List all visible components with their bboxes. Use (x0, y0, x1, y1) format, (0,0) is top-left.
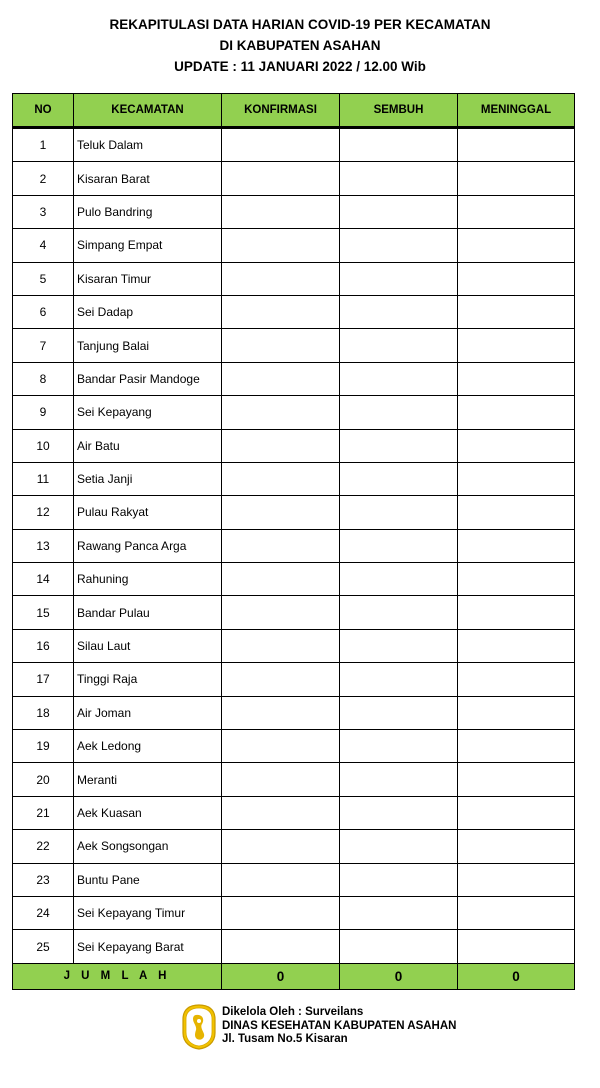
cell-konfirmasi (222, 763, 340, 796)
cell-konfirmasi (222, 229, 340, 262)
cell-kecamatan: Tanjung Balai (74, 329, 222, 362)
cell-konfirmasi (222, 462, 340, 495)
table-row (13, 563, 575, 596)
cell-konfirmasi (222, 396, 340, 429)
cell-kecamatan: Sei Kepayang (74, 396, 222, 429)
cell-sembuh (340, 362, 458, 395)
cell-meninggal (458, 529, 575, 562)
table-row (13, 696, 575, 729)
cell-no: 15 (13, 596, 74, 629)
cell-kecamatan: Kisaran Timur (74, 262, 222, 295)
cell-no: 20 (13, 763, 74, 796)
cell-kecamatan: Meranti (74, 763, 222, 796)
cell-sembuh (340, 663, 458, 696)
cell-kecamatan: Teluk Dalam (74, 128, 222, 162)
cell-kecamatan: Pulo Bandring (74, 195, 222, 228)
cell-meninggal (458, 128, 575, 162)
cell-meninggal (458, 229, 575, 262)
title-line-2: DI KABUPATEN ASAHAN (219, 38, 381, 53)
total-sembuh: 0 (340, 963, 458, 989)
cell-no: 23 (13, 863, 74, 896)
cell-kecamatan: Sei Kepayang Timur (74, 896, 222, 929)
cell-konfirmasi (222, 563, 340, 596)
cell-meninggal (458, 596, 575, 629)
cell-sembuh (340, 396, 458, 429)
total-meninggal: 0 (458, 963, 575, 989)
footer-line-1: Dikelola Oleh : Surveilans (222, 1006, 364, 1018)
cell-no: 2 (13, 162, 74, 195)
cell-no: 17 (13, 663, 74, 696)
table-row (13, 329, 575, 362)
cell-konfirmasi (222, 329, 340, 362)
cell-meninggal (458, 329, 575, 362)
table-row (13, 596, 575, 629)
cell-sembuh (340, 529, 458, 562)
cell-meninggal (458, 563, 575, 596)
header-sembuh: SEMBUH (340, 94, 458, 128)
cell-no: 8 (13, 362, 74, 395)
cell-meninggal (458, 763, 575, 796)
cell-sembuh (340, 596, 458, 629)
cell-kecamatan: Pulau Rakyat (74, 496, 222, 529)
cell-konfirmasi (222, 162, 340, 195)
cell-konfirmasi (222, 830, 340, 863)
cell-meninggal (458, 295, 575, 328)
cell-no: 25 (13, 930, 74, 963)
cell-sembuh (340, 830, 458, 863)
cell-meninggal (458, 830, 575, 863)
document-title (0, 14, 600, 77)
cell-kecamatan: Rahuning (74, 563, 222, 596)
cell-kecamatan: Silau Laut (74, 629, 222, 662)
footer-text (222, 1006, 456, 1047)
cell-konfirmasi (222, 596, 340, 629)
table-row (13, 663, 575, 696)
cell-sembuh (340, 229, 458, 262)
cell-meninggal (458, 629, 575, 662)
header-kecamatan: KECAMATAN (74, 94, 222, 128)
cell-meninggal (458, 663, 575, 696)
cell-meninggal (458, 162, 575, 195)
table-row (13, 195, 575, 228)
cell-sembuh (340, 162, 458, 195)
cell-kecamatan: Sei Dadap (74, 295, 222, 328)
cell-no: 16 (13, 629, 74, 662)
cell-kecamatan: Air Batu (74, 429, 222, 462)
cell-konfirmasi (222, 362, 340, 395)
cell-no: 5 (13, 262, 74, 295)
cell-sembuh (340, 262, 458, 295)
cell-konfirmasi (222, 863, 340, 896)
table-header-row (13, 94, 575, 128)
cell-konfirmasi (222, 696, 340, 729)
cell-kecamatan: Aek Kuasan (74, 796, 222, 829)
cell-no: 24 (13, 896, 74, 929)
cell-meninggal (458, 696, 575, 729)
cell-kecamatan: Aek Songsongan (74, 830, 222, 863)
title-line-3: UPDATE : 11 JANUARI 2022 / 12.00 Wib (174, 59, 426, 74)
cell-kecamatan: Aek Ledong (74, 730, 222, 763)
cell-konfirmasi (222, 128, 340, 162)
table-row (13, 362, 575, 395)
cell-kecamatan: Air Joman (74, 696, 222, 729)
cell-kecamatan: Simpang Empat (74, 229, 222, 262)
total-label: J U M L A H (13, 963, 222, 989)
cell-meninggal (458, 930, 575, 963)
cell-sembuh (340, 496, 458, 529)
table-row (13, 295, 575, 328)
cell-konfirmasi (222, 295, 340, 328)
cell-no: 14 (13, 563, 74, 596)
cell-meninggal (458, 496, 575, 529)
table-row (13, 896, 575, 929)
total-konfirmasi: 0 (222, 963, 340, 989)
cell-meninggal (458, 195, 575, 228)
table-body (13, 128, 575, 964)
header-meninggal: MENINGGAL (458, 94, 575, 128)
asahan-regency-seal-icon (180, 1003, 218, 1051)
cell-no: 3 (13, 195, 74, 228)
covid-recap-table (12, 93, 575, 990)
cell-meninggal (458, 262, 575, 295)
cell-no: 12 (13, 496, 74, 529)
table-row (13, 830, 575, 863)
cell-no: 18 (13, 696, 74, 729)
cell-konfirmasi (222, 262, 340, 295)
cell-konfirmasi (222, 730, 340, 763)
cell-no: 13 (13, 529, 74, 562)
table-row (13, 229, 575, 262)
table-row (13, 496, 575, 529)
footer-line-3: Jl. Tusam No.5 Kisaran (222, 1033, 348, 1045)
cell-meninggal (458, 429, 575, 462)
cell-meninggal (458, 863, 575, 896)
cell-sembuh (340, 796, 458, 829)
cell-sembuh (340, 896, 458, 929)
cell-konfirmasi (222, 629, 340, 662)
table-row (13, 128, 575, 162)
cell-kecamatan: Buntu Pane (74, 863, 222, 896)
cell-no: 19 (13, 730, 74, 763)
table-row (13, 529, 575, 562)
cell-sembuh (340, 128, 458, 162)
cell-konfirmasi (222, 529, 340, 562)
cell-konfirmasi (222, 796, 340, 829)
cell-no: 6 (13, 295, 74, 328)
cell-sembuh (340, 730, 458, 763)
table-row (13, 262, 575, 295)
cell-konfirmasi (222, 663, 340, 696)
footer (180, 1003, 456, 1051)
cell-sembuh (340, 696, 458, 729)
cell-sembuh (340, 429, 458, 462)
header-konfirmasi: KONFIRMASI (222, 94, 340, 128)
cell-kecamatan: Sei Kepayang Barat (74, 930, 222, 963)
table-row (13, 462, 575, 495)
cell-no: 7 (13, 329, 74, 362)
cell-kecamatan: Bandar Pasir Mandoge (74, 362, 222, 395)
cell-sembuh (340, 329, 458, 362)
table-row (13, 730, 575, 763)
cell-meninggal (458, 462, 575, 495)
cell-no: 9 (13, 396, 74, 429)
cell-konfirmasi (222, 496, 340, 529)
table-row (13, 930, 575, 963)
total-row (13, 963, 575, 989)
cell-kecamatan: Bandar Pulau (74, 596, 222, 629)
cell-sembuh (340, 763, 458, 796)
table-row (13, 629, 575, 662)
cell-konfirmasi (222, 195, 340, 228)
cell-kecamatan: Tinggi Raja (74, 663, 222, 696)
cell-kecamatan: Setia Janji (74, 462, 222, 495)
cell-konfirmasi (222, 930, 340, 963)
cell-meninggal (458, 796, 575, 829)
cell-no: 10 (13, 429, 74, 462)
title-line-1: REKAPITULASI DATA HARIAN COVID-19 PER KECAMATAN (109, 17, 491, 32)
header-no: NO (13, 94, 74, 128)
cell-meninggal (458, 896, 575, 929)
cell-kecamatan: Rawang Panca Arga (74, 529, 222, 562)
cell-meninggal (458, 396, 575, 429)
table-row (13, 162, 575, 195)
cell-sembuh (340, 629, 458, 662)
table-row (13, 863, 575, 896)
cell-no: 22 (13, 830, 74, 863)
cell-meninggal (458, 362, 575, 395)
table-row (13, 429, 575, 462)
table-row (13, 796, 575, 829)
cell-sembuh (340, 295, 458, 328)
cell-no: 4 (13, 229, 74, 262)
table-row (13, 396, 575, 429)
cell-sembuh (340, 462, 458, 495)
cell-meninggal (458, 730, 575, 763)
cell-no: 1 (13, 128, 74, 162)
cell-no: 11 (13, 462, 74, 495)
cell-sembuh (340, 930, 458, 963)
cell-no: 21 (13, 796, 74, 829)
cell-sembuh (340, 563, 458, 596)
cell-sembuh (340, 195, 458, 228)
cell-konfirmasi (222, 896, 340, 929)
footer-line-2: DINAS KESEHATAN KABUPATEN ASAHAN (222, 1019, 457, 1032)
cell-sembuh (340, 863, 458, 896)
cell-konfirmasi (222, 429, 340, 462)
table-row (13, 763, 575, 796)
cell-kecamatan: Kisaran Barat (74, 162, 222, 195)
